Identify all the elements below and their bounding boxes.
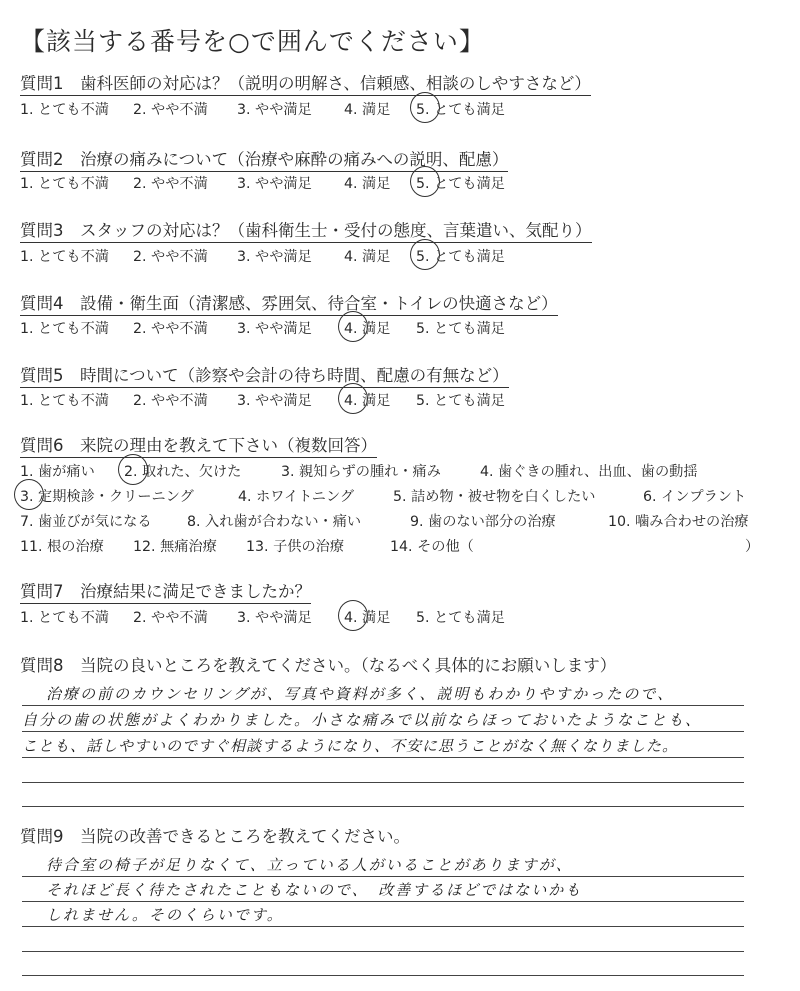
option[interactable]: 5. 詰め物・被せ物を白くしたい [393, 489, 596, 505]
option[interactable]: 5. とても満足 [416, 393, 505, 409]
answer-line [22, 951, 744, 952]
option[interactable]: 1. とても不満 [20, 321, 109, 337]
answer-line [22, 806, 744, 807]
option[interactable]: 10. 噛み合わせの治療 [608, 514, 749, 530]
q9-handwritten-line-2: それほど長く待たされたこともないので、 改善するほどではないかも [46, 881, 583, 899]
option[interactable]: 1. とても不満 [20, 102, 109, 118]
q9-handwritten-line-1: 待合室の椅子が足りなくて、立っている人がいることがありますが、 [46, 856, 573, 874]
option[interactable]: 7. 歯並びが気になる [20, 514, 152, 530]
option[interactable]: 4. 満足 [344, 176, 391, 192]
option[interactable]: 1. とても不満 [20, 610, 109, 626]
option[interactable]: 5. とても満足 [416, 321, 505, 337]
option[interactable]: 3. やや満足 [237, 176, 312, 192]
answer-line [22, 926, 744, 927]
option[interactable]: 2. やや不満 [133, 102, 208, 118]
question-7-title: 質問7 治療結果に満足できましたか？ [20, 578, 311, 604]
option[interactable]: 14. その他（ [390, 539, 474, 555]
question-3-options [20, 246, 505, 266]
option-selected[interactable]: 4. 満足 [344, 607, 416, 627]
option[interactable]: 1. とても不満 [20, 393, 109, 409]
option[interactable]: 3. やや満足 [237, 102, 312, 118]
option[interactable]: 3. 親知らずの腫れ・痛み [281, 464, 441, 480]
question-2-options [20, 173, 505, 193]
option[interactable]: 2. やや不満 [133, 249, 208, 265]
answer-line [22, 757, 744, 758]
answer-line [22, 901, 744, 902]
answer-line [22, 705, 744, 706]
answer-line [22, 782, 744, 783]
option[interactable]: 4. ホワイトニング [238, 489, 355, 505]
question-2-title: 質問2 治療の痛みについて（治療や麻酔の痛みへの説明、配慮） [20, 146, 508, 172]
answer-line [22, 731, 744, 732]
question-6-row-1 [20, 461, 698, 481]
option-selected[interactable]: 5. とても満足 [416, 99, 505, 119]
question-6-row-4 [20, 536, 474, 556]
option[interactable]: 8. 入れ歯が合わない・痛い [187, 514, 362, 530]
option-selected[interactable]: 5. とても満足 [416, 173, 505, 193]
question-6-row-2 [20, 486, 746, 506]
option[interactable]: 1. とても不満 [20, 176, 109, 192]
option[interactable]: 11. 根の治療 [20, 539, 104, 555]
other-close-paren: ） [745, 539, 760, 555]
question-7-options [20, 607, 505, 627]
option[interactable]: 3. やや満足 [237, 321, 312, 337]
option-selected[interactable]: 2. 取れた、欠けた [124, 461, 281, 481]
question-3-title: 質問3 スタッフの対応は？（歯科衛生士・受付の態度、言葉遣い、気配り） [20, 217, 592, 243]
option[interactable]: 6. インプラント [643, 489, 747, 505]
question-8-title: 質問8 当院の良いところを教えてください。（なるべく具体的にお願いします） [20, 656, 617, 675]
question-5-options [20, 390, 505, 410]
question-5-title: 質問5 時間について（診察や会計の待ち時間、配慮の有無など） [20, 362, 509, 388]
option[interactable]: 2. やや不満 [133, 393, 208, 409]
option[interactable]: 12. 無痛治療 [133, 539, 217, 555]
option[interactable]: 3. やや満足 [237, 610, 312, 626]
option[interactable]: 1. とても不満 [20, 249, 109, 265]
option-selected[interactable]: 4. 満足 [344, 318, 416, 338]
option-selected[interactable]: 3. 定期検診・クリーニング [20, 486, 238, 506]
option-selected[interactable]: 4. 満足 [344, 390, 416, 410]
q8-handwritten-line-2: 自分の歯の状態がよくわかりました。小さな痛みで以前ならほっておいたようなことも、 [22, 711, 703, 729]
question-6-row-3 [20, 511, 749, 531]
option[interactable]: 3. やや満足 [237, 393, 312, 409]
question-4-title: 質問4 設備・衛生面（清潔感、雰囲気、待合室・トイレの快適さなど） [20, 290, 558, 316]
q8-handwritten-line-3: ことも、話しやすいのですぐ相談するようになり、不安に思うことがなく無くなりました。 [22, 737, 679, 755]
option[interactable]: 5. とても満足 [416, 610, 505, 626]
question-1-title: 質問1 歯科医師の対応は？（説明の明解さ、信頼感、相談のしやすさなど） [20, 70, 591, 96]
option-selected[interactable]: 5. とても満足 [416, 246, 505, 266]
option[interactable]: 2. やや不満 [133, 176, 208, 192]
question-9-title: 質問9 当院の改善できるところを教えてください。 [20, 827, 410, 846]
question-6-title: 質問6 来院の理由を教えて下さい（複数回答） [20, 432, 377, 458]
option[interactable]: 2. やや不満 [133, 321, 208, 337]
answer-line [22, 876, 744, 877]
answer-line [22, 975, 744, 976]
option[interactable]: 4. 満足 [344, 249, 391, 265]
option[interactable]: 13. 子供の治療 [246, 539, 345, 555]
q8-handwritten-line-1: 治療の前のカウンセリングが、写真や資料が多く、説明もわかりやすかったので、 [46, 685, 675, 703]
option[interactable]: 2. やや不満 [133, 610, 208, 626]
option[interactable]: 3. やや満足 [237, 249, 312, 265]
option[interactable]: 4. 満足 [344, 102, 391, 118]
page-header: 【該当する番号を○で囲んでください】 [20, 27, 485, 56]
question-1-options [20, 99, 505, 119]
option[interactable]: 4. 歯ぐきの腫れ、出血、歯の動揺 [480, 464, 698, 480]
q9-handwritten-line-3: しれません。そのくらいです。 [46, 906, 284, 924]
question-4-options [20, 318, 505, 338]
option[interactable]: 1. 歯が痛い [20, 464, 95, 480]
option[interactable]: 9. 歯のない部分の治療 [410, 514, 556, 530]
